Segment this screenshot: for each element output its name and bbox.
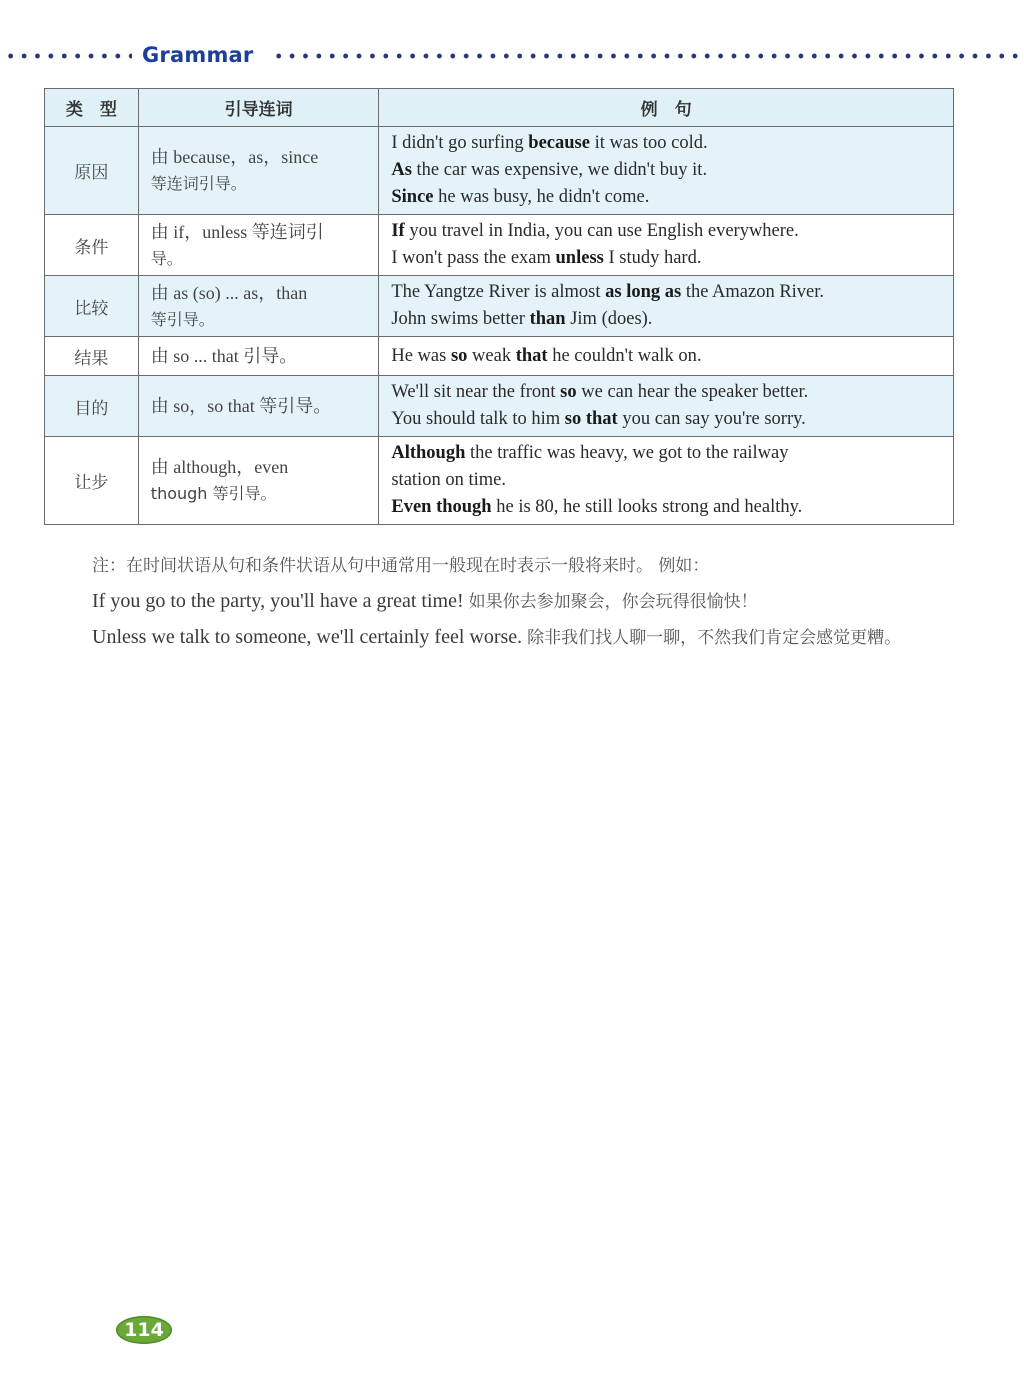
example-sentence: I won't pass the exam unless I study hard. (391, 248, 702, 268)
conjunction-text: 由 although，even (150, 457, 289, 477)
example-sentence: Even though he is 80, he still looks strong and healthy. (391, 497, 803, 517)
table-row-condition (45, 215, 954, 276)
note-example-1: If you go to the party, you'll have a great time! 如果你去参加聚会，你会玩得很愉快！ (92, 590, 758, 612)
examples-cell (379, 437, 954, 525)
example-sentence: As the car was expensive, we didn't buy it. (391, 160, 708, 180)
section-title: Grammar (142, 43, 254, 67)
column-header-type: 类 型 (45, 89, 139, 127)
grammar-table (44, 88, 954, 525)
conjunction-cell (138, 276, 379, 337)
example-sentence-continuation: station on time. (391, 470, 506, 490)
example-sentence: The Yangtze River is almost as long as the Amazon River. (391, 282, 825, 302)
example-sentence: You should talk to him so that you can say you're sorry. (391, 409, 806, 429)
conjunction-cell (138, 437, 379, 525)
example-sentence: If you travel in India, you can use English everywhere. (391, 221, 799, 241)
conjunction-text: 由 so，so that 等引导。 (150, 396, 332, 416)
conjunction-cell (138, 215, 379, 276)
examples-cell (379, 276, 954, 337)
examples-cell (379, 337, 954, 376)
example-sentence: We'll sit near the front so we can hear the speaker better. (391, 382, 809, 402)
table-row-comparison (45, 276, 954, 337)
grammar-note (44, 548, 964, 656)
dotted-rule-right (272, 53, 1018, 59)
conjunction-text: 由 so ... that 引导。 (150, 346, 298, 366)
section-header (0, 42, 1024, 70)
examples-cell (379, 127, 954, 215)
conjunction-text-cn: 导。 (150, 248, 183, 268)
note-example-2: Unless we talk to someone, we'll certainly feel worse. 除非我们找人聊一聊，不然我们肯定会感觉更糟。 (92, 626, 902, 648)
conjunction-text: 由 as (so) ... as，than (150, 282, 308, 303)
table-row-purpose (45, 376, 954, 437)
conjunction-text-cn: 等引导。 (150, 309, 215, 329)
examples-cell (379, 215, 954, 276)
table-header-row (45, 89, 954, 127)
example-sentence: John swims better than Jim (does). (391, 309, 653, 329)
example-sentence: Since he was busy, he didn't come. (391, 187, 650, 207)
type-cell: 结果 (45, 337, 139, 376)
example-sentence: I didn't go surfing because it was too cold. (391, 133, 708, 153)
conjunction-text-cn: though 等引导。 (150, 484, 277, 503)
examples-cell (379, 376, 954, 437)
conjunction-text-cn: 等连词引导。 (150, 174, 247, 193)
dotted-rule-left (4, 53, 132, 59)
type-cell: 目的 (45, 376, 139, 437)
page-number-badge: 114 (116, 1316, 172, 1344)
type-cell: 让步 (45, 437, 139, 525)
conjunction-cell (138, 376, 379, 437)
type-cell: 比较 (45, 276, 139, 337)
note-intro: 注：在时间状语从句和条件状语从句中通常用一般现在时表示一般将来时。 例如： (92, 556, 710, 576)
conjunction-cell (138, 127, 379, 215)
conjunction-text: 由 if，unless 等连词引 (150, 221, 324, 242)
table-row-concession (45, 437, 954, 525)
column-header-conjunction: 引导连词 (138, 89, 379, 127)
type-cell: 条件 (45, 215, 139, 276)
type-cell: 原因 (45, 127, 139, 215)
conjunction-cell (138, 337, 379, 376)
table-row-result (45, 337, 954, 376)
example-sentence: Although the traffic was heavy, we got to the railway (391, 443, 789, 463)
conjunction-text: 由 because，as，since (150, 147, 319, 167)
example-sentence: He was so weak that he couldn't walk on. (391, 345, 702, 366)
column-header-examples: 例 句 (379, 89, 954, 127)
table-row-reason (45, 127, 954, 215)
